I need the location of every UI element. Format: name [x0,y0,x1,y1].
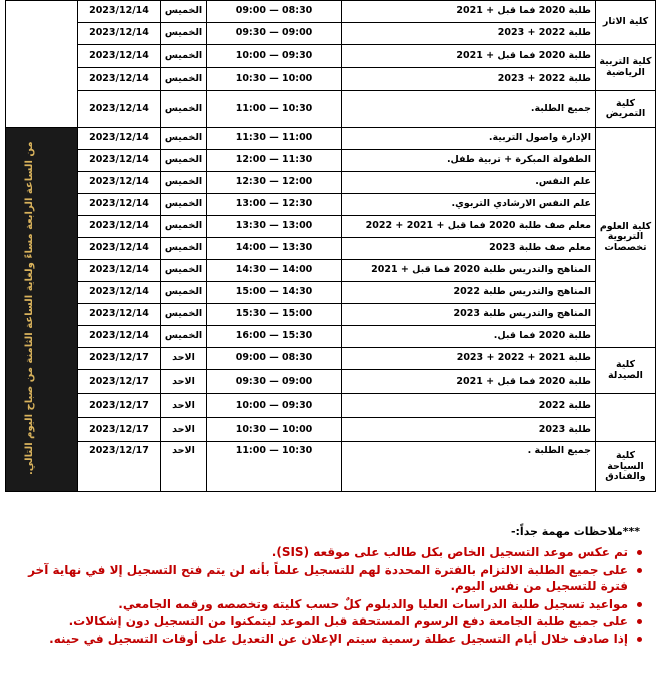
day-cell: الخميس [161,68,207,91]
table-row [6,216,656,238]
notes-section [8,525,648,648]
date-cell: 2023/12/14 [78,68,161,91]
date-cell: 2023/12/14 [78,128,161,150]
date-cell: 2023/12/17 [78,370,161,394]
date-cell: 2023/12/14 [78,238,161,260]
time-cell: 09:30 — 09:00 [207,23,342,45]
day-cell: الاحد [161,370,207,394]
day-cell: الخميس [161,1,207,23]
table-row [6,91,656,128]
notes-title: ***ملاحظات مهمة جداً:- [510,525,640,538]
note-item: على جميع طلبة الجامعة دفع الرسوم المستحقة قبل الموعد ليتمكنوا من التسجيل دون إشكالات. [8,613,628,630]
day-cell: الخميس [161,172,207,194]
group-cell: المناهج والتدريس طلبة 2022 [342,282,596,304]
time-cell: 11:00 — 10:30 [207,91,342,128]
time-cell: 12:30 — 12:00 [207,172,342,194]
time-cell: 14:30 — 14:00 [207,260,342,282]
table-row [6,128,656,150]
date-cell: 2023/12/14 [78,194,161,216]
college-cell: كلية الصيدلة [596,348,656,394]
bullet-icon [637,550,642,555]
time-cell: 09:00 — 08:30 [207,1,342,23]
table-row [6,394,656,418]
date-cell: 2023/12/14 [78,1,161,23]
time-cell: 15:30 — 15:00 [207,304,342,326]
day-cell: الاحد [161,394,207,418]
group-cell: علم النفس الارشادي التربوي. [342,194,596,216]
date-cell: 2023/12/14 [78,326,161,348]
time-cell: 10:00 — 09:30 [207,45,342,68]
group-cell: المناهج والتدريس طلبة 2023 [342,304,596,326]
day-cell: الخميس [161,304,207,326]
date-cell: 2023/12/14 [78,172,161,194]
group-cell: طلبة 2020 فما قبل + 2021 [342,370,596,394]
table-row [6,68,656,91]
time-cell: 13:30 — 13:00 [207,216,342,238]
group-cell: الطفولة المبكرة + تربية طفل. [342,150,596,172]
group-cell: طلبة 2022 + 2023 [342,23,596,45]
time-cell: 10:30 — 10:00 [207,68,342,91]
time-cell: 09:30 — 09:00 [207,370,342,394]
date-cell: 2023/12/14 [78,304,161,326]
time-cell: 15:00 — 14:30 [207,282,342,304]
time-cell: 10:00 — 09:30 [207,394,342,418]
table-row [6,304,656,326]
group-cell: معلم صف طلبة 2023 [342,238,596,260]
group-cell: معلم صف طلبة 2020 فما قبل + 2021 + 2022 [342,216,596,238]
date-cell: 2023/12/17 [78,442,161,492]
group-cell: طلبة 2020 فما قبل + 2021 [342,45,596,68]
group-cell: طلبة 2020 فما قبل. [342,326,596,348]
schedule-table [5,0,656,492]
date-cell: 2023/12/14 [78,23,161,45]
time-cell: 10:30 — 10:00 [207,418,342,442]
group-cell: طلبة 2020 فما قبل + 2021 [342,1,596,23]
day-cell: الخميس [161,23,207,45]
day-cell: الاحد [161,418,207,442]
side-blank-top [6,1,78,128]
note-item: إذا صادف خلال أيام التسجيل عطلة رسمية سيتم الإعلان عن التعديل على أوقات التسجيل في حينه. [8,631,628,648]
time-cell: 11:00 — 10:30 [207,442,342,492]
college-cell: كلية الاثار [596,1,656,45]
college-cell: كلية التربية الرياضية [596,45,656,91]
note-item: مواعيد تسجيل طلبة الدراسات العليا والدبلوم كلٌ حسب كليته وتخصصه ورقمه الجامعي. [8,596,628,613]
time-cell: 13:00 — 12:30 [207,194,342,216]
date-cell: 2023/12/17 [78,394,161,418]
day-cell: الخميس [161,128,207,150]
date-cell: 2023/12/14 [78,91,161,128]
day-cell: الخميس [161,282,207,304]
table-row [6,238,656,260]
day-cell: الخميس [161,238,207,260]
date-cell: 2023/12/14 [78,282,161,304]
group-cell: طلبة 2023 [342,418,596,442]
time-cell: 14:00 — 13:30 [207,238,342,260]
group-cell: علم النفس. [342,172,596,194]
group-cell: طلبة 2021 + 2022 + 2023 [342,348,596,370]
group-cell: الإدارة واصول التربية. [342,128,596,150]
day-cell: الخميس [161,45,207,68]
day-cell: الخميس [161,326,207,348]
date-cell: 2023/12/17 [78,418,161,442]
day-cell: الخميس [161,216,207,238]
bullet-icon [637,637,642,642]
table-row [6,326,656,348]
date-cell: 2023/12/17 [78,348,161,370]
table-row [6,172,656,194]
date-cell: 2023/12/14 [78,45,161,68]
day-cell: الخميس [161,260,207,282]
bullet-icon [637,619,642,624]
college-cell: كلية العلوم التربوية تخصصات [596,128,656,348]
note-item: تم عكس موعد التسجيل الخاص بكل طالب على موقعه (SIS). [8,544,628,561]
group-cell: المناهج والتدريس طلبة 2020 فما قبل + 2021 [342,260,596,282]
table-row [6,370,656,394]
day-cell: الاحد [161,442,207,492]
notes-list [8,544,648,647]
day-cell: الخميس [161,150,207,172]
college-cell: كلية التمريض [596,91,656,128]
table-row [6,348,656,370]
college-cell: كلية السياحة والفنادق [596,442,656,492]
time-cell: 16:00 — 15:30 [207,326,342,348]
table-row [6,1,656,23]
group-cell: طلبة 2022 + 2023 [342,68,596,91]
table-row [6,282,656,304]
side-note: من الساعة الرابعة مساءً ولغاية الساعة الثامنة من صباح اليوم التالي. [6,128,78,492]
bullet-icon [637,602,642,607]
date-cell: 2023/12/14 [78,260,161,282]
table-row [6,194,656,216]
date-cell: 2023/12/14 [78,150,161,172]
table-row [6,418,656,442]
table-row [6,45,656,68]
group-cell: جميع الطلبة. [342,91,596,128]
note-item: على جميع الطلبة الالتزام بالفترة المحددة لهم للتسجيل علماً بأنه لن يتم فتح التسجيل إلا في نهاية آخر فترة للتسجيل من نفس اليوم. [8,562,628,595]
time-cell: 09:00 — 08:30 [207,348,342,370]
day-cell: الخميس [161,91,207,128]
group-cell: طلبة 2022 [342,394,596,418]
table-row [6,260,656,282]
time-cell: 11:30 — 11:00 [207,128,342,150]
day-cell: الخميس [161,194,207,216]
day-cell: الاحد [161,348,207,370]
date-cell: 2023/12/14 [78,216,161,238]
table-row [6,23,656,45]
table-row [6,150,656,172]
group-cell: جميع الطلبة . [342,442,596,492]
table-row [6,442,656,492]
bullet-icon [637,568,642,573]
time-cell: 12:00 — 11:30 [207,150,342,172]
